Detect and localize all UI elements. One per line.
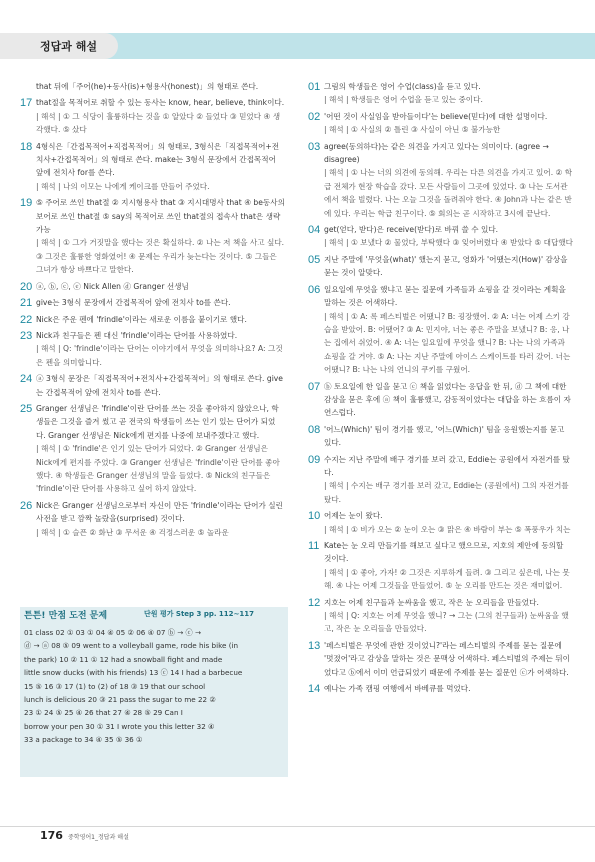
answer-item: [308, 223, 573, 250]
item-text: 어제는 눈이 왔다.: [324, 511, 383, 521]
answer-item: [20, 140, 285, 194]
answer-item: [20, 499, 285, 539]
answer-line: lunch is delicious 20 ③ 21 pass the sugar to me 22 ②: [24, 695, 216, 705]
header-title: 정답과 해설: [40, 40, 97, 53]
answer-item: [308, 253, 573, 280]
item-explanation: | 해석 | ① A: 록 페스티벌은 어땠니? B: 굉장했어. ② A: 너는 어제 스키 강습을 받았어. B: 어땠어? ③ A: 민지야, 너는 좋은 주말을 보냈니? B: 응, 나는 집에서 쉬었어. ④ A: 너는 일요일에 무엇을 했니? B: 나는 나의 가족과 쇼핑을 갈 거야. ⑤ A: 나는 지난 주말에 아이스 스케이트를 타러 갔어. 너는 어땠니? B: 나는 나의 언니의 쿠키를 구웠어.: [324, 311, 571, 375]
footer-divider: [0, 826, 595, 827]
item-text: 지호는 어제 친구들과 눈싸움을 했고, 작은 눈 오리들을 만들었다.: [324, 597, 539, 607]
item-number: 14: [308, 683, 321, 696]
answer-item: [308, 110, 573, 137]
answer-box-title: 튼튼! 만점 도전 문제: [24, 611, 108, 621]
item-number: 03: [308, 140, 321, 153]
item-body: [36, 80, 285, 93]
item-number: 06: [308, 283, 321, 296]
item-body: [36, 196, 285, 276]
item-explanation: | 해석 | ① 나는 너의 의견에 동의해. 우리는 다른 의견을 가지고 있어. ② 학급 전체가 현장 학습을 갔다. 모든 사람들이 그곳에 있었다. ③ 나는 도서관에서 책을 빌렸다. 나는 오늘 그것을 돌려줘야 한다. ④ John과 나는 같은 반에 있다. 우리는 학급 친구이다. ⑤ 회의는 곧 시작하고 3시에 끝난다.: [324, 168, 573, 218]
item-body: [324, 453, 573, 507]
item-body: [36, 329, 285, 369]
item-body: [36, 280, 285, 293]
item-text: agree(동의하다)는 같은 의견을 가지고 있다는 의미이다. (agree → disagree): [324, 141, 549, 165]
right-column: [308, 80, 573, 698]
item-text: Nick은 주운 펜에 'frindle'이라는 새로운 이름을 붙이기로 했다.: [36, 314, 247, 324]
item-explanation: | 해석 | 나의 이모는 나에게 케이크를 만들어 주었다.: [36, 181, 210, 191]
answer-item: [20, 372, 285, 399]
answer-line: 23 ① 24 ⑤ 25 ④ 26 that 27 ④ 28 ⑤ 29 Can I: [24, 708, 183, 718]
item-body: [324, 509, 573, 536]
answer-item: [20, 402, 285, 496]
page-header: [0, 0, 595, 65]
item-number: 13: [308, 639, 321, 652]
answer-box-step: 단원 평가 Step 3 pp. 112~117: [144, 610, 255, 618]
item-body: [324, 596, 573, 636]
item-number: 25: [20, 402, 33, 415]
item-body: [36, 96, 285, 136]
answer-item: [308, 639, 573, 679]
item-text: ⓑ 토요일에 한 일을 묻고 ⓒ 책을 읽었다는 응답을 한 뒤, ⓓ 그 책에 대한 감상을 묻은 후에 ⓐ 책이 훌륭했고, 감동적이었다는 대답을 하는 흐름이 자연스럽다.: [324, 381, 571, 418]
item-text: '어느(Which)' 팀이 경기를 했고, '어느(Which)' 팀을 응원했는지를 묻고 있다.: [324, 424, 565, 448]
answer-line: 15 ⑤ 16 ③ 17 (1) to (2) of 18 ③ 19 that our school: [24, 681, 206, 691]
answer-item: [20, 280, 285, 293]
answer-line: the park) 10 ② 11 ① 12 had a snowball fight and made: [24, 654, 223, 664]
item-body: [324, 682, 573, 695]
item-text: give는 3형식 문장에서 간접목적어 앞에 전치사 to를 쓴다.: [36, 298, 231, 308]
item-number: 12: [308, 596, 321, 609]
answer-item: [308, 80, 573, 107]
item-text: 그림의 학생들은 영어 수업(class)을 듣고 있다.: [324, 82, 481, 91]
item-number: 23: [20, 329, 33, 342]
item-text: 수지는 지난 주말에 배구 경기를 보러 갔고, Eddie는 공원에서 자전거를 탔다.: [324, 454, 570, 477]
item-number: 04: [308, 224, 321, 237]
answer-item: [308, 283, 573, 377]
item-body: [324, 639, 573, 679]
answer-item: [308, 453, 573, 507]
item-number: 22: [20, 313, 33, 326]
item-body: [36, 402, 285, 496]
answer-line: borrow your pen 30 ① 31 I wrote you this letter 32 ④: [24, 721, 215, 731]
item-body: [324, 80, 573, 107]
item-number: 21: [20, 297, 33, 310]
item-number: 18: [20, 140, 33, 153]
item-number: 17: [20, 97, 33, 110]
item-explanation: | 해석 | ① 'frindle'은 인기 있는 단어가 되었다. ② Granger 선생님은 Nick에게 편지를 주었다. ③ Granger 선생님은 'frindle'이란 단어를 좋아했다. ④ 학생들은 Granger 선생님의 말을 들었다. ⑤ Nick의 친구들은 'frindle'이란 단어를 사용하고 싶어 하지 않았다.: [36, 444, 280, 494]
answer-item: [308, 423, 573, 450]
item-body: [324, 223, 573, 250]
item-number: [20, 80, 36, 93]
answer-item: [20, 296, 285, 309]
item-explanation: | 해석 | Q: 지호는 어제 무엇을 했니? → 그는 (그의 친구들과) 눈싸움을 했고, 작은 눈 오리들을 만들었다.: [324, 611, 569, 634]
answer-item: [308, 682, 573, 695]
item-body: [324, 380, 573, 420]
answer-item: [20, 329, 285, 369]
item-text: '어떤 것이 사실임을 받아들이다'는 believe(믿다)에 대한 설명이다.: [324, 111, 548, 121]
item-body: [36, 372, 285, 399]
item-explanation: | 해석 | ① 슬픈 ② 화난 ③ 무서운 ④ 걱정스러운 ⑤ 놀라운: [36, 527, 229, 537]
answer-line: little snow ducks (with his friends) 13 ⓒ 14 I had a barbecue: [24, 668, 243, 678]
answer-item: [20, 196, 285, 276]
item-text: '페스티벌은 무엇에 관한 것이었니?'라는 페스티벌의 주제를 묻는 질문에 '멋졌어'라고 감상을 말하는 것은 문맥상 어색하다. 페스티벌의 주제는 뒤이었다고 ⓑ에서 이미 언급되었기 때문에 주제를 묻는 질문인 ⓒ가 어색하다.: [324, 640, 570, 677]
answer-item: [308, 509, 573, 536]
item-text: ⑤ 주어로 쓰인 that절 ② 지시형용사 that ③ 지시대명사 that ④ be동사의 보어로 쓰인 that절 ⑤ say의 목적어로 쓰인 that절의 접속사 that은 생략 가능: [36, 198, 285, 235]
item-number: 07: [308, 380, 321, 393]
item-body: [324, 253, 573, 280]
item-explanation: | 해석 | ① 보냈다 ② 물었다, 부탁했다 ③ 잊어버렸다 ④ 받았다 ⑤ 대답했다: [324, 238, 573, 248]
item-number: 19: [20, 197, 33, 210]
item-body: [324, 140, 573, 220]
item-body: [324, 283, 573, 377]
answer-box-body: [24, 626, 286, 747]
footer-text: 중학영어1_정답과 해설: [68, 834, 129, 841]
item-text: that 뒤에「주어(he)+동사(is)+형용사(honest)」의 형태로 쓴다.: [36, 82, 259, 91]
item-text: Nick은 Granger 선생님으로부터 자신이 만든 'frindle'이라는 단어가 실린 사전을 받고 깜짝 놀랐을(surprised) 것이다.: [36, 500, 283, 524]
answer-item: [308, 380, 573, 420]
answer-line: 33 a package to 34 ④ 35 ⑤ 36 ①: [24, 735, 143, 745]
item-text: 예나는 가족 캠핑 여행에서 바베큐를 먹었다.: [324, 684, 471, 694]
item-number: 20: [20, 280, 33, 293]
item-text: Granger 선생님은 'frindle'이란 단어를 쓰는 것을 좋아하지 않았으나, 학생들은 그것을 즐겨 썼고 곧 전국의 학생들이 쓰는 인기 있는 단어가 되었다. Granger 선생님은 Nick에게 편지를 나중에 보내주겠다고 했다.: [36, 403, 279, 440]
item-explanation: | 해석 | ① 비가 오는 ② 눈이 오는 ③ 맑은 ④ 바람이 부는 ⑤ 폭풍우가 치는: [324, 524, 571, 534]
item-explanation: | 해석 | ① 그 식당이 훌륭하다는 것을 ① 알았다 ② 들었다 ③ 믿었다 ④ 생각했다. ⑤ 샀다: [36, 111, 281, 135]
item-text: 지난 주말에 '무엇을(what)' 했는지 묻고, 영화가 '어땠는지(How)' 감상을 묻는 것이 알맞다.: [324, 254, 568, 278]
item-explanation: | 해석 | ① 좋아, 가자! ② 그것은 지루하게 들려. ③ 그리고 싶은데, 나는 못해. ④ 나는 어제 그것들을 만들었어. ⑤ 눈 오리를 만드는 것은 재미없어.: [324, 567, 570, 591]
item-text: ⓐ, ⓑ, ⓒ, ⓔ Nick Allen ⓓ Granger 선생님: [36, 281, 189, 291]
left-column: [20, 80, 285, 542]
page-number: 176: [40, 829, 63, 842]
item-explanation: | 해석 | ① 그가 거짓말을 했다는 것은 확실하다. ② 나는 저 책을 사고 싶다. ③ 그것은 훌륭한 영화였어! ④ 문제는 우리가 늦는다는 것이다. ⑤ 그들은 그녀가 항상 바쁘다고 말한다.: [36, 238, 285, 275]
item-text: ⓐ 3형식 문장은「직접목적어+전치사+간접목적어」의 형태로 쓴다. give는 간접목적어 앞에 전치사 to를 쓴다.: [36, 374, 283, 397]
item-number: 02: [308, 110, 321, 123]
item-number: 26: [20, 499, 33, 512]
item-number: 11: [308, 540, 320, 552]
item-text: get(얻다, 받다)은 receive(받다)로 바꿔 쓸 수 있다.: [324, 225, 499, 235]
item-body: [36, 140, 285, 194]
item-number: 24: [20, 373, 33, 386]
item-body: [36, 313, 285, 326]
answer-item: [308, 596, 573, 636]
item-explanation: | 해석 | Q: 'frindle'이라는 단어는 이야기에서 무엇을 의미하나요? A: 그것은 펜을 의미합니다.: [36, 344, 283, 367]
item-body: [324, 423, 573, 450]
item-body: [36, 296, 285, 309]
item-number: 05: [308, 253, 321, 266]
answer-item: [20, 313, 285, 326]
item-text: that절을 목적어로 취할 수 있는 동사는 know, hear, believe, think이다.: [36, 98, 285, 108]
item-body: [324, 539, 573, 593]
item-body: [324, 110, 573, 137]
answer-item: [20, 80, 285, 93]
item-body: [36, 499, 285, 539]
answer-item: [308, 539, 573, 593]
item-number: 09: [308, 453, 321, 466]
answer-line: ⓓ → ⓐ 08 ⑤ 09 went to a volleyball game, rode his bike (in: [24, 641, 239, 651]
item-explanation: | 해석 | 수지는 배구 경기를 보러 갔고, Eddie는 (공원에서) 그의 자전거를 탔다.: [324, 481, 569, 504]
item-number: 01: [308, 81, 321, 93]
item-explanation: | 해석 | ① 사실의 ② 틀린 ③ 사실이 아닌 ⑤ 불가능한: [324, 125, 501, 135]
answer-item: [20, 96, 285, 136]
item-number: 10: [308, 510, 321, 523]
item-number: 08: [308, 423, 321, 436]
answer-line: 01 class 02 ① 03 ① 04 ④ 05 ② 06 ④ 07 ⓑ → ⓒ →: [24, 628, 202, 637]
answer-item: [308, 140, 573, 220]
item-text: Kate는 눈 오리 만들기를 해보고 싶다고 했으므로, 지호의 제안에 동의할 것이다.: [324, 541, 564, 564]
item-text: Nick과 친구들은 펜 대신 'frindle'이라는 단어를 사용하였다.: [36, 330, 238, 340]
item-explanation: | 해석 | 학생들은 영어 수업을 듣고 있는 중이다.: [324, 95, 483, 105]
item-text: 4형식은「간접목적어+직접목적어」의 형태로, 3형식은「직접목적어+전치사+간접목적어」의 형태로 쓴다. make는 3형식 문장에서 간접목적어 앞에 전치사 for를 쓴다.: [36, 141, 280, 178]
item-text: 일요일에 무엇을 했냐고 묻는 질문에 가족들과 쇼핑을 갈 것이라는 계획을 말하는 것은 어색하다.: [324, 284, 566, 308]
